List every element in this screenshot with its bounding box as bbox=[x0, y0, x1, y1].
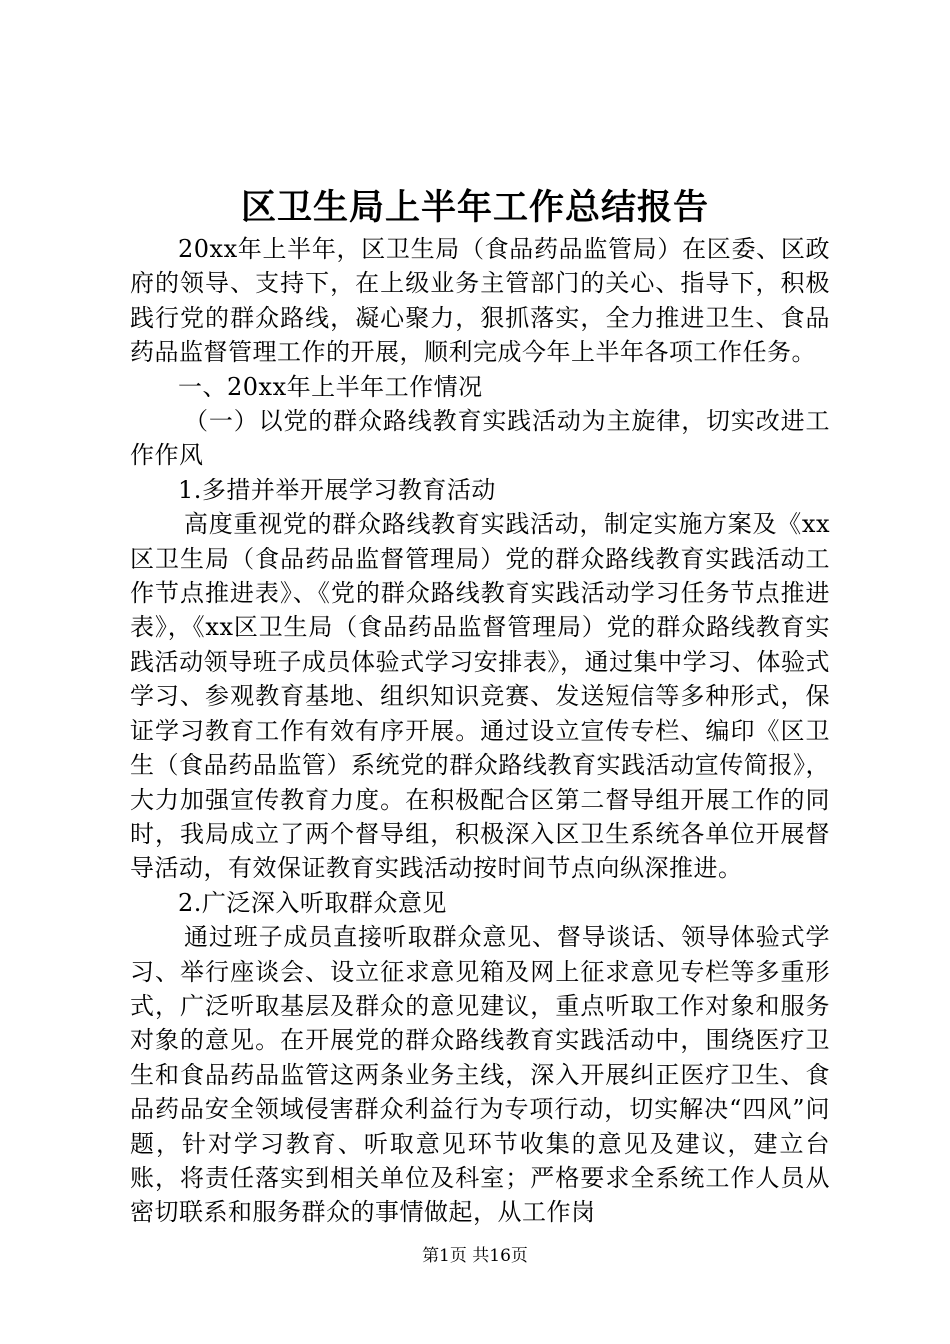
item-heading-2: 2.广泛深入听取群众意见 bbox=[178, 888, 447, 917]
subsection-heading-1: （一）以党的群众路线教育实践活动为主旋律，切实改进工作作风 bbox=[130, 407, 830, 470]
document-title: 区卫生局上半年工作总结报告 bbox=[240, 187, 709, 228]
body-paragraph-2: 通过班子成员直接听取群众意见、督导谈话、领导体验式学习、举行座谈会、设立征求意见箱及网上征求意见专栏等多重形式，广泛听取基层及群众的意见建议，重点听取工作对象和服务对象的意见。在开展党的群众路线教育实践活动中，围绕医疗卫生和食品药品监管这两条业务主线，深入开展纠正医疗卫生、食品药品安全领域侵害群众利益行为专项行动，切实解决“四风”问题，针对学习教育、听取意见环节收集的意见及建议，建立台账，将责任落实到相关单位及科室；严格要求全系统工作人员从密切联系和服务群众的事情做起，从工作岗 bbox=[130, 923, 830, 1227]
document-body bbox=[130, 232, 830, 1230]
intro-paragraph: 20xx年上半年，区卫生局（食品药品监管局）在区委、区政府的领导、支持下，在上级业务主管部门的关心、指导下，积极践行党的群众路线，凝心聚力，狠抓落实，全力推进卫生、食品药品监督管理工作的开展，顺利完成今年上半年各项工作任务。 bbox=[130, 235, 830, 367]
page-footer: 第1页 共16页 bbox=[422, 1246, 528, 1266]
item-heading-1: 1.多措并举开展学习教育活动 bbox=[178, 475, 496, 504]
section-heading-1: 一、20xx年上半年工作情况 bbox=[178, 372, 483, 401]
body-paragraph-1: 高度重视党的群众路线教育实践活动，制定实施方案及《xx区卫生局（食品药品监督管理局）党的群众路线教育实践活动工作节点推进表》、《党的群众路线教育实践活动学习任务节点推进表》，《xx区卫生局（食品药品监督管理局）党的群众路线教育实践活动领导班子成员体验式学习安排表》，通过集中学习、体验式学习、参观教育基地、组织知识竞赛、发送短信等多种形式，保证学习教育工作有效有序开展。通过设立宣传专栏、编印《区卫生（食品药品监管）系统党的群众路线教育实践活动宣传简报》，大力加强宣传教育力度。在积极配合区第二督导组开展工作的同时，我局成立了两个督导组，积极深入区卫生系统各单位开展督导活动，有效保证教育实践活动按时间节点向纵深推进。 bbox=[130, 510, 830, 883]
